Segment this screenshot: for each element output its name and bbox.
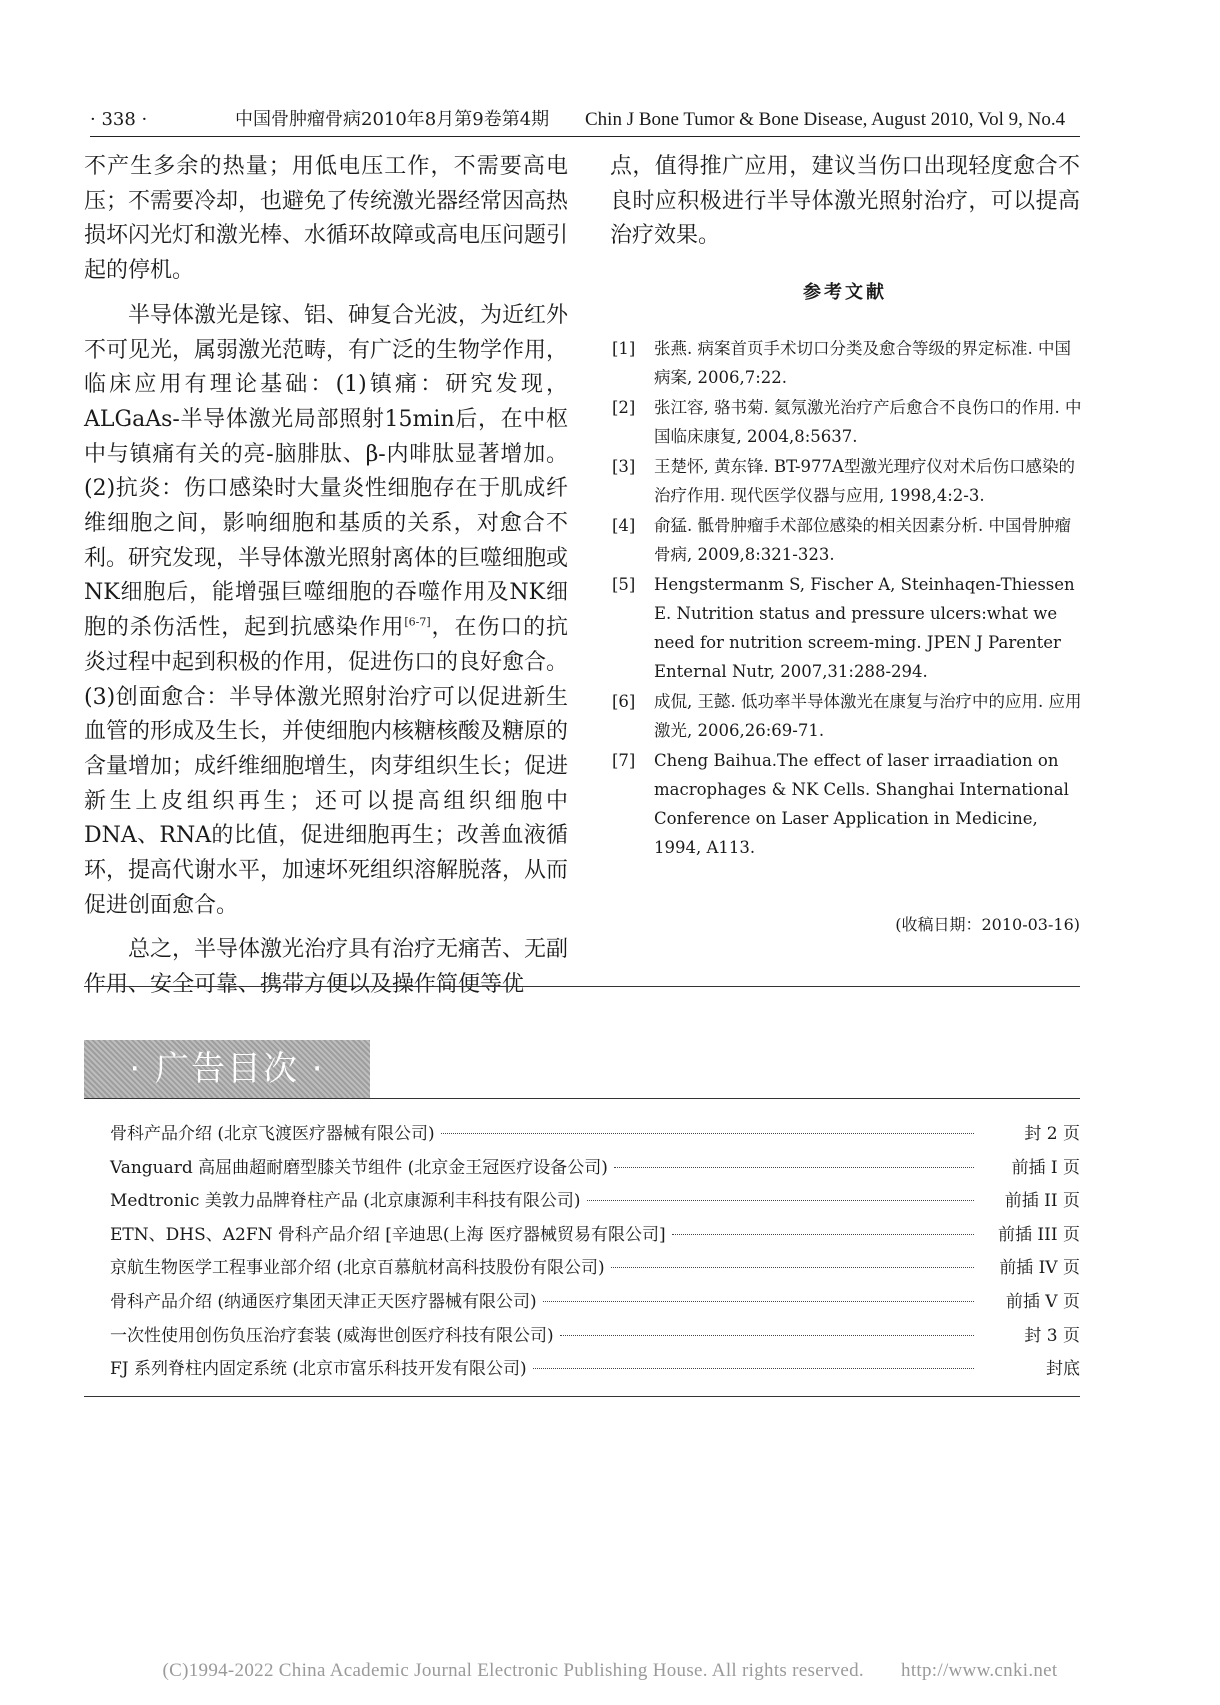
- ad-entry-text: 京航生物医学工程事业部介绍 (北京百慕航材高科技股份有限公司): [110, 1258, 605, 1279]
- paragraph-continued: 点，值得推广应用，建议当伤口出现轻度愈合不良时应积极进行半导体激光照射治疗，可以提高治疗效果。: [610, 154, 1080, 249]
- ad-entry-text: ETN、DHS、A2FN 骨科产品介绍 [辛迪思(上海 医疗器械贸易有限公司]: [110, 1224, 666, 1245]
- reference-text: 张燕. 病案首页手术切口分类及愈合等级的界定标准. 中国病案, 2006,7:22.: [654, 339, 1071, 387]
- ad-entry-page: 封 2 页: [1024, 1124, 1080, 1144]
- reference-number: [7]: [612, 751, 636, 770]
- leader-dots: [543, 1301, 974, 1302]
- leader-dots: [441, 1133, 974, 1134]
- references-title: 参考文献: [803, 282, 887, 303]
- ad-index-row[interactable]: [110, 1185, 1080, 1219]
- left-column: [84, 150, 568, 1003]
- copyright-footer: [0, 1660, 1220, 1682]
- reference-item: [612, 570, 1082, 686]
- ad-index-row[interactable]: [110, 1320, 1080, 1354]
- reference-text: Hengstermanm S, Fischer A, Steinhaqen-Thiessen E. Nutrition status and pressure ulcers:what we need for nutrition screem-ming. JPEN J Parenter Enternal Nutr, 2007,31:288-294.: [654, 575, 1075, 681]
- reference-number: [2]: [612, 398, 636, 417]
- ad-entry-text: FJ 系列脊柱内固定系统 (北京市富乐科技开发有限公司): [110, 1359, 527, 1380]
- ad-index-row[interactable]: [110, 1219, 1080, 1253]
- reference-text: 俞猛. 骶骨肿瘤手术部位感染的相关因素分析. 中国骨肿瘤骨病, 2009,8:321-323.: [654, 516, 1071, 564]
- ad-entry-text: Vanguard 高屈曲超耐磨型膝关节组件 (北京金王冠医疗设备公司): [110, 1157, 608, 1178]
- cnki-link[interactable]: http://www.cnki.net: [901, 1660, 1058, 1681]
- reference-item: [612, 393, 1082, 451]
- ad-entry-page: 前插 I 页: [1011, 1157, 1080, 1178]
- leader-dots: [611, 1267, 974, 1268]
- paragraph-2-text-b: ，在伤口的抗炎过程中起到积极的作用，促进伤口的良好愈合。(3)创面愈合：半导体激光照射治疗可以促进新生血管的形成及生长，并使细胞内核糖核酸及糖原的含量增加；成纤维细胞增生，肉芽组织生长；促进新生上皮组织再生；还可以提高组织细胞中DNA、RNA的比值，促进细胞再生；改善血液循环，提高代谢水平，加速坏死组织溶解脱落，从而促进创面愈合。: [84, 615, 569, 918]
- ad-index-banner: · 广告目次 ·: [84, 1040, 370, 1098]
- page-number: · 338 ·: [90, 109, 148, 130]
- ad-entry-page: 封底: [1046, 1359, 1080, 1380]
- reference-text: 张江容, 骆书菊. 氦氖激光治疗产后愈合不良伤口的作用. 中国临床康复, 2004,8:5637.: [654, 398, 1082, 446]
- reference-text: 王楚怀, 黄东锋. BT-977A型激光理疗仪对术后伤口感染的治疗作用. 现代医学仪器与应用, 1998,4:2-3.: [654, 457, 1075, 505]
- reference-number: [1]: [612, 339, 636, 358]
- paragraph-3: 总之，半导体激光治疗具有治疗无痛苦、无副作用、安全可靠、携带方便以及操作简便等优: [84, 937, 569, 998]
- leader-dots: [672, 1234, 974, 1235]
- running-header: [90, 104, 1080, 136]
- ad-index-row[interactable]: [110, 1152, 1080, 1186]
- ad-index-top-rule: [84, 1098, 1080, 1099]
- leader-dots: [614, 1167, 974, 1168]
- paragraph-2-text-a: 半导体激光是镓、铝、砷复合光波，为近红外不可见光，属弱激光范畴，有广泛的生物学作用，临床应用有理论基础：(1)镇痛：研究发现，ALGaAs-半导体激光局部照射15min后，在中枢中与镇痛有关的亮-脑腓肽、β-内啡肽显著增加。(2)抗炎：伤口感染时大量炎性细胞存在于肌成纤维细胞之间，影响细胞和基质的关系，对愈合不利。研究发现，半导体激光照射离体的巨噬细胞或NK细胞后，能增强巨噬细胞的吞噬作用及NK细胞的杀伤活性，起到抗感染作用: [84, 302, 569, 641]
- reference-number: [4]: [612, 516, 636, 535]
- copyright-text: (C)1994-2022 China Academic Journal Electronic Publishing House. All rights reserved.: [162, 1660, 864, 1681]
- ad-entry-page: 前插 II 页: [1004, 1191, 1080, 1212]
- reference-item: [612, 746, 1082, 862]
- header-rule: [90, 136, 1080, 137]
- ad-index-list: [110, 1118, 1080, 1387]
- journal-title-en: Chin J Bone Tumor & Bone Disease, August 2010, Vol 9, No.4: [585, 109, 1066, 130]
- ad-index-row[interactable]: [110, 1118, 1080, 1152]
- section-divider: [84, 986, 1080, 987]
- ad-entry-text: 骨科产品介绍 (北京飞渡医疗器械有限公司): [110, 1124, 435, 1144]
- ad-index-row[interactable]: [110, 1252, 1080, 1286]
- ad-index-row[interactable]: [110, 1286, 1080, 1320]
- reference-number: [3]: [612, 457, 636, 476]
- leader-dots: [587, 1200, 974, 1201]
- reference-number: [6]: [612, 692, 636, 711]
- received-date: (收稿日期：2010-03-16): [895, 915, 1080, 934]
- leader-dots: [560, 1335, 974, 1336]
- paragraph-1: 不产生多余的热量；用低电压工作，不需要高电压；不需要冷却，也避免了传统激光器经常因高热损坏闪光灯和激光棒、水循环故障或高电压问题引起的停机。: [84, 154, 569, 284]
- reference-number: [5]: [612, 575, 636, 594]
- ad-entry-text: 骨科产品介绍 (纳通医疗集团天津正天医疗器械有限公司): [110, 1291, 537, 1312]
- ad-entry-page: 封 3 页: [1024, 1325, 1080, 1346]
- reference-text: 成侃, 王懿. 低功率半导体激光在康复与治疗中的应用. 应用激光, 2006,26:69-71.: [654, 692, 1082, 740]
- ad-entry-text: 一次性使用创伤负压治疗套装 (威海世创医疗科技有限公司): [110, 1325, 554, 1346]
- ad-entry-page: 前插 IV 页: [999, 1258, 1080, 1279]
- paragraph-2: [84, 299, 568, 924]
- reference-item: [612, 687, 1082, 745]
- reference-item: [612, 452, 1082, 510]
- journal-title-cn: 中国骨肿瘤骨病2010年8月第9卷第4期: [235, 109, 550, 130]
- ad-entry-page: 前插 III 页: [998, 1224, 1080, 1245]
- right-column: [610, 150, 1080, 254]
- ad-index-bottom-rule: [84, 1396, 1080, 1397]
- ad-index-row[interactable]: [110, 1353, 1080, 1387]
- ad-entry-page: 前插 V 页: [1005, 1291, 1080, 1312]
- reference-item: [612, 511, 1082, 569]
- references-list: [612, 334, 1082, 863]
- citation-6-7[interactable]: [6-7]: [404, 615, 431, 629]
- ad-entry-text: Medtronic 美敦力品牌脊柱产品 (北京康源利丰科技有限公司): [110, 1191, 581, 1212]
- reference-item: [612, 334, 1082, 392]
- reference-text: Cheng Baihua.The effect of laser irraadiation on macrophages & NK Cells. Shanghai International Conference on Laser Application in Medicine, 1994, A113.: [654, 751, 1069, 857]
- leader-dots: [533, 1368, 974, 1369]
